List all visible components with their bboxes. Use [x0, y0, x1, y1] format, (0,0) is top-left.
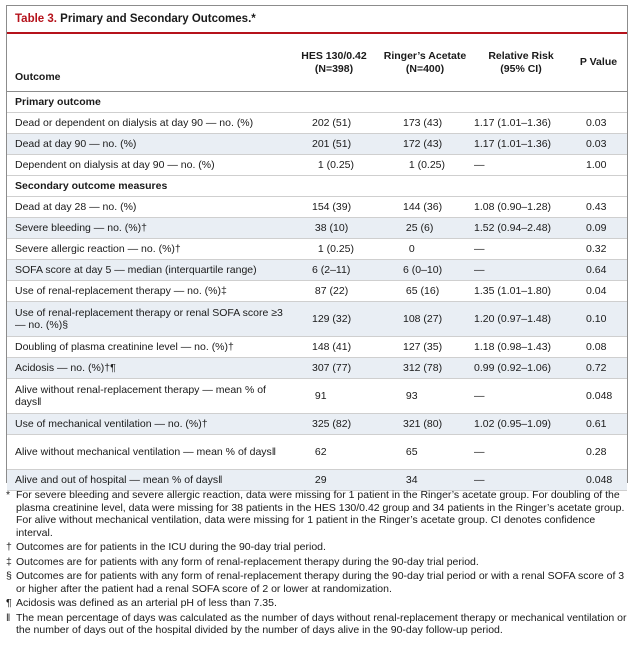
- table-caption: Primary and Secondary Outcomes.*: [60, 13, 256, 25]
- table-row: [7, 239, 627, 260]
- outcome-cell: Severe allergic reaction — no. (%)†: [7, 239, 290, 260]
- p-value-cell: 0.03: [570, 113, 627, 134]
- header-hes-n: (N=398): [314, 62, 354, 75]
- table-row: [7, 281, 627, 302]
- ringer-cell: 108 (27): [378, 302, 472, 337]
- relative-risk-cell: —: [472, 260, 570, 281]
- hes-cell: 38 (10): [290, 218, 378, 239]
- relative-risk-cell: —: [472, 470, 570, 491]
- hes-cell: 202 (51): [290, 113, 378, 134]
- p-value-cell: 0.64: [570, 260, 627, 281]
- outcome-cell: Severe bleeding — no. (%)†: [7, 218, 290, 239]
- relative-risk-cell: 1.35 (1.01–1.80): [472, 281, 570, 302]
- footnote-text: For severe bleeding and severe allergic reaction, data were missing for 1 patient in the Ringer’s acetate group. For doubling of the plasma creatinine level, data were missing for 38 patients in the HES 130/0.42 group and 34 patients in the Ringer’s acetate group. For alive without mechanical ventilation, data were missing for 1 patient in the Ringer’s acetate group. CI denotes confidence interval.: [16, 489, 625, 539]
- header-rr-ci: (95% CI): [500, 62, 542, 75]
- hes-cell: 129 (32): [290, 302, 378, 337]
- footnote: [6, 541, 628, 554]
- footnote-mark: §: [6, 570, 12, 582]
- header-relative-risk: [472, 34, 570, 92]
- ringer-cell: 25 (6): [378, 218, 472, 239]
- table-row: [7, 218, 627, 239]
- ringer-cell: 0: [378, 239, 472, 260]
- table-body: [7, 92, 627, 491]
- ringer-cell: 34: [378, 470, 472, 491]
- footnote-text: Outcomes are for patients with any form of renal-replacement therapy during the 90-day trial period or with a renal SOFA score of 3 or higher after the patient had a renal SOFA score of 2 or lower at randomization.: [16, 570, 625, 595]
- header-ringer: [378, 34, 472, 92]
- ringer-cell: 173 (43): [378, 113, 472, 134]
- footnotes: [6, 489, 628, 637]
- ringer-cell: 93: [378, 379, 472, 414]
- header-row: [7, 34, 627, 92]
- outcome-cell: Alive without renal-replacement therapy — mean % of days‖: [7, 379, 290, 414]
- outcome-cell: Use of mechanical ventilation — no. (%)†: [7, 414, 290, 435]
- relative-risk-cell: —: [472, 239, 570, 260]
- outcome-cell: Dependent on dialysis at day 90 — no. (%): [7, 155, 290, 176]
- hes-cell: 307 (77): [290, 358, 378, 379]
- ringer-cell: 312 (78): [378, 358, 472, 379]
- p-value-cell: 0.04: [570, 281, 627, 302]
- footnote: [6, 612, 628, 637]
- header-outcome: Outcome: [7, 34, 290, 92]
- footnote-mark: ‖: [6, 611, 11, 624]
- outcome-cell: Dead at day 28 — no. (%): [7, 197, 290, 218]
- footnote-text: Outcomes are for patients with any form of renal-replacement therapy during the 90-day trial period.: [16, 555, 479, 568]
- relative-risk-cell: 1.18 (0.98–1.43): [472, 337, 570, 358]
- p-value-cell: 0.61: [570, 414, 627, 435]
- p-value-cell: 0.08: [570, 337, 627, 358]
- relative-risk-cell: 0.99 (0.92–1.06): [472, 358, 570, 379]
- hes-cell: 1 (0.25): [290, 155, 378, 176]
- relative-risk-cell: 1.08 (0.90–1.28): [472, 197, 570, 218]
- hes-cell: 325 (82): [290, 414, 378, 435]
- table-row: [7, 358, 627, 379]
- footnote: [6, 489, 628, 539]
- footnote-text: The mean percentage of days was calculated as the number of days without renal-replacement therapy or mechanical ventilation or the number of days out of the hospital divided by the number of days alive in the 90-day follow-up period.: [16, 611, 627, 636]
- table-row: [7, 260, 627, 281]
- header-p-value: P Value: [570, 34, 627, 92]
- outcomes-table: [7, 34, 627, 491]
- relative-risk-cell: 1.52 (0.94–2.48): [472, 218, 570, 239]
- ringer-cell: 65 (16): [378, 281, 472, 302]
- footnote: [6, 556, 628, 569]
- header-hes-name: HES 130/0.42: [301, 49, 367, 62]
- table-label: Table 3.: [15, 13, 57, 25]
- footnote-mark: ¶: [6, 597, 12, 609]
- footnote: [6, 597, 628, 610]
- outcome-cell: Acidosis — no. (%)†¶: [7, 358, 290, 379]
- hes-cell: 62: [290, 435, 378, 470]
- outcome-cell: Doubling of plasma creatinine level — no. (%)†: [7, 337, 290, 358]
- table-title: [7, 6, 627, 34]
- relative-risk-cell: 1.17 (1.01–1.36): [472, 113, 570, 134]
- ringer-cell: 65: [378, 435, 472, 470]
- table-row: [7, 197, 627, 218]
- outcome-cell: Use of renal-replacement therapy or renal SOFA score ≥3 — no. (%)§: [7, 302, 290, 337]
- outcome-cell: Alive and out of hospital — mean % of days‖: [7, 470, 290, 491]
- header-ringer-name: Ringer’s Acetate: [383, 49, 467, 62]
- p-value-cell: 1.00: [570, 155, 627, 176]
- table-row: [7, 337, 627, 358]
- table-row: [7, 414, 627, 435]
- section-label: Secondary outcome measures: [7, 176, 627, 197]
- hes-cell: 29: [290, 470, 378, 491]
- relative-risk-cell: —: [472, 435, 570, 470]
- outcome-cell: Dead at day 90 — no. (%): [7, 134, 290, 155]
- hes-cell: 201 (51): [290, 134, 378, 155]
- outcome-cell: Use of renal-replacement therapy — no. (%)‡: [7, 281, 290, 302]
- section-row: [7, 176, 627, 197]
- table-row: [7, 155, 627, 176]
- hes-cell: 6 (2–11): [290, 260, 378, 281]
- ringer-cell: 144 (36): [378, 197, 472, 218]
- table-row: [7, 134, 627, 155]
- relative-risk-cell: 1.17 (1.01–1.36): [472, 134, 570, 155]
- relative-risk-cell: 1.02 (0.95–1.09): [472, 414, 570, 435]
- hes-cell: 148 (41): [290, 337, 378, 358]
- p-value-cell: 0.43: [570, 197, 627, 218]
- footnote-mark: †: [6, 541, 12, 553]
- table-row: [7, 470, 627, 491]
- hes-cell: 91: [290, 379, 378, 414]
- table-row: [7, 379, 627, 414]
- hes-cell: 87 (22): [290, 281, 378, 302]
- relative-risk-cell: —: [472, 155, 570, 176]
- section-row: [7, 92, 627, 113]
- footnote-mark: *: [6, 489, 11, 501]
- p-value-cell: 0.03: [570, 134, 627, 155]
- p-value-cell: 0.32: [570, 239, 627, 260]
- ringer-cell: 172 (43): [378, 134, 472, 155]
- footnote-text: Acidosis was defined as an arterial pH of less than 7.35.: [16, 597, 277, 609]
- footnote-mark: ‡: [6, 555, 12, 568]
- section-label: Primary outcome: [7, 92, 627, 113]
- header-rr-name: Relative Risk: [488, 49, 554, 62]
- p-value-cell: 0.048: [570, 379, 627, 414]
- ringer-cell: 127 (35): [378, 337, 472, 358]
- ringer-cell: 1 (0.25): [378, 155, 472, 176]
- ringer-cell: 6 (0–10): [378, 260, 472, 281]
- footnote-text: Outcomes are for patients in the ICU during the 90-day trial period.: [16, 541, 326, 553]
- p-value-cell: 0.10: [570, 302, 627, 337]
- p-value-cell: 0.72: [570, 358, 627, 379]
- header-hes: [290, 34, 378, 92]
- outcome-cell: Alive without mechanical ventilation — mean % of days‖: [7, 435, 290, 470]
- footnote: [6, 570, 628, 595]
- p-value-cell: 0.09: [570, 218, 627, 239]
- ringer-cell: 321 (80): [378, 414, 472, 435]
- p-value-cell: 0.28: [570, 435, 627, 470]
- hes-cell: 154 (39): [290, 197, 378, 218]
- relative-risk-cell: 1.20 (0.97–1.48): [472, 302, 570, 337]
- table-row: [7, 113, 627, 134]
- table-row: [7, 435, 627, 470]
- table-frame: [6, 5, 628, 486]
- outcome-cell: Dead or dependent on dialysis at day 90 — no. (%): [7, 113, 290, 134]
- p-value-cell: 0.048: [570, 470, 627, 491]
- table-row: [7, 302, 627, 337]
- relative-risk-cell: —: [472, 379, 570, 414]
- header-ringer-n: (N=400): [405, 62, 445, 75]
- hes-cell: 1 (0.25): [290, 239, 378, 260]
- outcome-cell: SOFA score at day 5 — median (interquartile range): [7, 260, 290, 281]
